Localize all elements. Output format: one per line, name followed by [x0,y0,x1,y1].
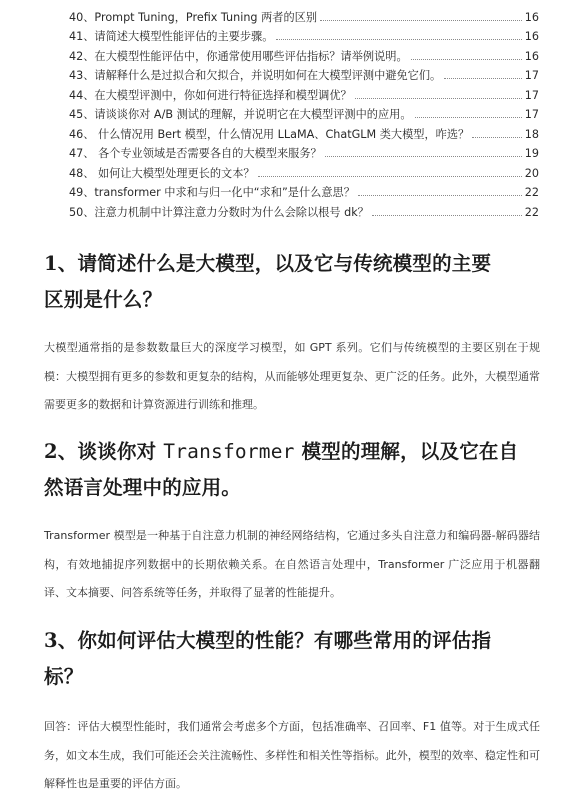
section-1-body: 大模型通常指的是参数数量巨大的深度学习模型，如 GPT 系列。它们与传统模型的主要区别在于规模：大模型拥有更多的参数和更复杂的结构，从而能够处理更复杂、更广泛的任务。此外，大模型通常需要更多的数据和计算资源进行训练和推理。 [44,341,540,411]
section-1-heading [44,246,544,318]
toc-page-number: 17 [524,88,539,102]
toc-entry-41[interactable] [69,24,539,44]
toc-entry-44[interactable] [69,82,539,102]
toc-page-number: 17 [524,69,539,82]
toc-page-number: 17 [524,108,539,121]
toc-leader-dots [372,215,522,216]
toc-page-number: 20 [524,166,539,180]
toc-entry-50[interactable] [69,199,539,219]
toc-entry-title: 42、在大模型性能评估中，你通常使用哪些评估指标？请举例说明。 [69,49,408,63]
section-3-body: 回答：评估大模型性能时，我们通常会考虑多个方面，包括准确率、召回率、F1 值等。对于生成式任务，如文本生成，我们可能还会关注流畅性、多样性和相关性等指标。此外，模型的效率、稳定性和可解释性也是重要的评估方面。 [44,720,540,790]
section-1-heading-line1: 1、请简述什么是大模型，以及它与传统模型的主要 [44,252,492,275]
toc-entry-49[interactable] [69,180,539,200]
section-3-heading [44,623,544,695]
toc-leader-dots [358,195,522,196]
toc-leader-dots [258,176,522,177]
toc-entry-title: 47、 各个专业领域是否需要各自的大模型来服务？ [69,147,322,160]
toc-leader-dots [325,156,522,157]
toc-entry-title: 50、注意力机制中计算注意力分数时为什么会除以根号 dk？ [69,205,369,219]
toc-entry-title: 49、transformer 中求和与归一化中“求和”是什么意思？ [69,186,355,199]
toc-leader-dots [276,39,522,40]
toc-entry-title: 40、Prompt Tuning，Prefix Tuning 两者的区别 [69,10,318,24]
section-3-heading-line2: 标？ [44,665,84,688]
toc-page-number: 16 [524,10,539,24]
section-2-heading-latin: Transformer [163,440,295,463]
section-2-body: Transformer 模型是一种基于自注意力机制的神经网络结构，它通过多头自注意力和编码器-解码器结构，有效地捕捉序列数据中的长期依赖关系。在自然语言处理中，Transformer 广泛应用于机器翻译、文本摘要、问答系统等任务，并取得了显著的性能提升。 [44,529,540,599]
toc-entry-42[interactable] [69,43,539,63]
toc-entry-title: 41、请简述大模型性能评估的主要步骤。 [69,30,274,43]
section-2-heading-suffix: 模型的理解，以及它在自 [294,440,519,463]
toc-entry-title: 46、 什么情况用 Bert 模型，什么情况用 LLaMA、ChatGLM 类大模型，咋选？ [69,127,470,141]
toc-page-number: 22 [524,205,539,219]
section-3-heading-line1: 3、你如何评估大模型的性能？有哪些常用的评估指 [44,629,492,652]
toc-leader-dots [444,78,522,79]
section-2-heading-line1 [44,434,544,470]
section-1-heading-line2: 区别是什么？ [44,288,163,311]
toc-page-number: 16 [524,30,539,43]
toc-entry-48[interactable] [69,160,539,180]
toc-entry-47[interactable] [69,141,539,161]
toc-leader-dots [415,117,522,118]
section-2-heading [44,434,544,506]
toc-page-number: 19 [524,147,539,160]
toc-entry-title: 45、请谈谈你对 A/B 测试的理解，并说明它在大模型评测中的应用。 [69,108,412,121]
toc-leader-dots [411,59,522,60]
toc-entry-45[interactable] [69,102,539,122]
toc-entry-40[interactable] [69,4,539,24]
section-2-heading-line2: 然语言处理中的应用。 [44,476,242,499]
toc-entry-title: 48、 如何让大模型处理更长的文本？ [69,166,255,180]
toc-leader-dots [472,137,522,138]
toc-page-number: 16 [524,49,539,63]
toc-page-number: 18 [524,127,539,141]
toc-entry-43[interactable] [69,63,539,83]
toc-leader-dots [320,20,522,21]
toc-page-number: 22 [524,186,539,199]
table-of-contents [69,4,539,219]
toc-entry-title: 44、在大模型评测中，你如何进行特征选择和模型调优？ [69,88,352,102]
section-2-heading-prefix: 2、谈谈你对 [44,440,164,463]
toc-entry-46[interactable] [69,121,539,141]
toc-entry-title: 43、请解释什么是过拟合和欠拟合，并说明如何在大模型评测中避免它们。 [69,69,442,82]
toc-leader-dots [355,98,522,99]
